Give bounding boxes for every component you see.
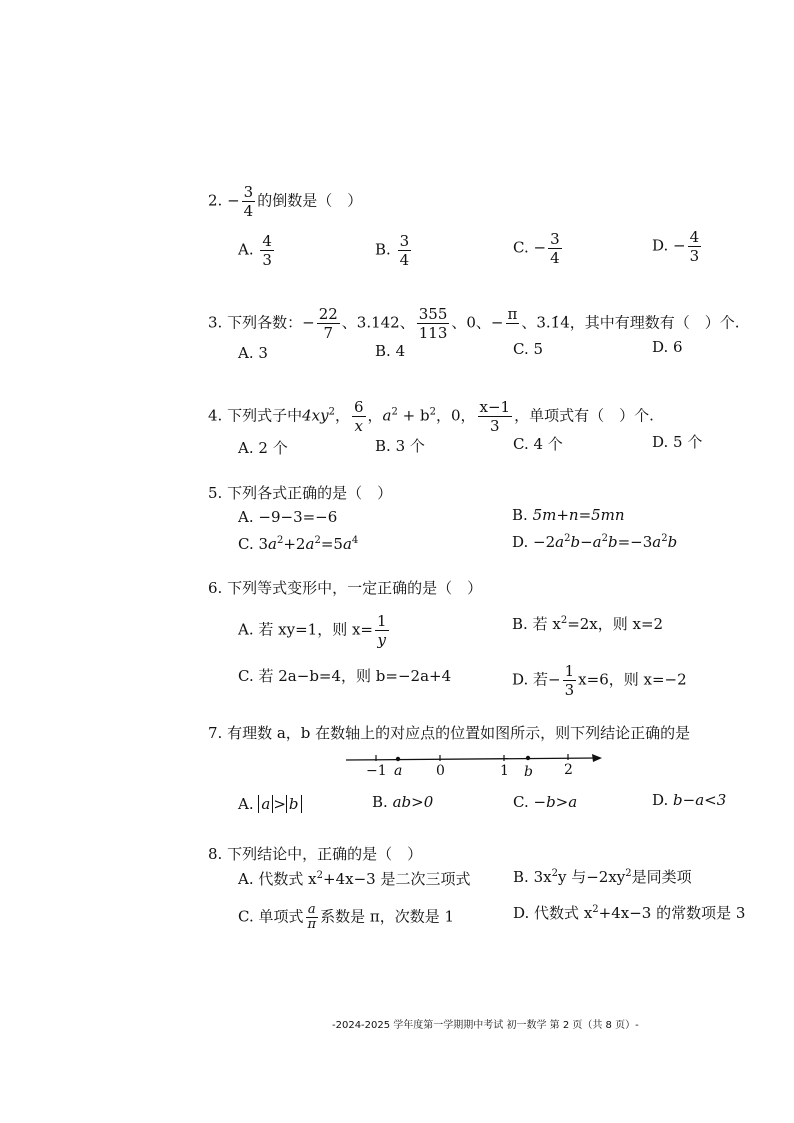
tick-label-1: 1 (500, 763, 509, 779)
question-7: 7. 有理数 a，b 在数轴上的对应点的位置如图所示，则下列结论正确的是 (208, 724, 691, 742)
question-number: 6. (208, 579, 223, 597)
question-number: 8. (208, 845, 223, 863)
q4-option-c: C. 4 个 (513, 435, 563, 453)
question-number: 5. (208, 484, 223, 502)
q2-option-c: C. − $\frac{3}{4}$ (513, 230, 560, 267)
question-number: 3. (208, 313, 223, 332)
number-line (340, 748, 610, 780)
point-a-label: a (394, 763, 403, 779)
q5-option-a: A. −9−3=−6 (238, 508, 338, 526)
q4-option-b: B. 3 个 (375, 437, 425, 455)
question-4: 4. 下列式子中$4xy^2$， $\frac{6}{x}$ ，$a^2 + b^2$，0， $\frac{x-1}{3}$ ，单项式有（ ）个. (208, 398, 654, 435)
question-8: 8. 下列结论中，正确的是（ ） (208, 845, 423, 863)
page-footer: -2024-2025 学年度第一学期期中考试 初一数学 第 2 页（共 8 页）- (332, 1020, 639, 1031)
question-text: 的倒数是（ ） (257, 191, 363, 210)
q7-option-c: C. −b>a (513, 793, 578, 811)
fraction: $\frac{3}{4}$ (243, 183, 254, 220)
question-number: 7. (208, 724, 223, 742)
tick-label-2: 2 (564, 762, 573, 778)
q8-option-b: B. $3x^2y$ 与$-2xy^2$是同类项 (513, 868, 692, 886)
question-number: 4. (208, 406, 223, 425)
q8-option-a: A. 代数式 $x^2+4x-3$ 是二次三项式 (238, 870, 471, 888)
axis-arrow-icon (592, 754, 602, 762)
q5-option-b: B. 5m+n=5mn (512, 506, 625, 524)
q6-option-c: C. 若 2a−b=4，则 b=−2a+4 (238, 667, 452, 685)
q7-option-d: D. b−a<3 (652, 791, 727, 809)
axis-line (346, 758, 598, 760)
question-3: 3. 下列各数：− $\frac{22}{7}$ 、3.142、 $\frac{355}{113}$ 、0、− π 、3.1̇4̇，其中有理数有（ ）个. (208, 305, 740, 342)
q2-option-a: A. $\frac{4}{3}$ (238, 232, 272, 269)
tick-label-0: 0 (436, 763, 445, 779)
q6-option-a: A. 若 xy=1，则 x= $\frac{1}{y}$ (238, 612, 387, 649)
point-b-dot (526, 756, 530, 760)
q7-option-b: B. ab>0 (372, 793, 434, 811)
q5-option-d: D. $-2a^2b-a^2b=-3a^2b$ (512, 533, 678, 551)
question-number: 2. (208, 191, 223, 210)
q6-option-b: B. 若 $x^2=2x$，则 x=2 (512, 615, 664, 633)
question-2: 2. − $\frac{3}{4}$ 的倒数是（ ） (208, 183, 363, 220)
q3-option-b: B. 4 (375, 342, 406, 360)
q6-option-d: D. 若− $\frac{1}{3}$ x=6，则 x=−2 (512, 662, 687, 699)
q3-option-c: C. 5 (513, 340, 544, 358)
question-5: 5. 下列各式正确的是（ ） (208, 484, 393, 502)
q3-option-a: A. 3 (238, 344, 268, 362)
q8-option-d: D. 代数式 $x^2+4x-3$ 的常数项是 3 (513, 904, 746, 922)
point-b-label: b (524, 764, 533, 780)
q7-option-a: A. a > b (238, 794, 302, 814)
q8-option-c: C. 单项式 $\frac{a}{\pi}$ 系数是 π，次数是 1 (238, 902, 455, 932)
point-a-dot (396, 757, 400, 761)
q5-option-c: C. $3a^2+2a^2=5a^4$ (238, 535, 359, 553)
tick-label-neg1: −1 (366, 763, 387, 779)
q4-option-a: A. 2 个 (238, 439, 288, 457)
q4-option-d: D. 5 个 (652, 433, 703, 451)
q3-option-d: D. 6 (652, 338, 683, 356)
q2-option-b: B. $\frac{3}{4}$ (375, 232, 410, 269)
q2-option-d: D. − $\frac{4}{3}$ (652, 228, 700, 265)
question-6: 6. 下列等式变形中，一定正确的是（ ） (208, 579, 483, 597)
